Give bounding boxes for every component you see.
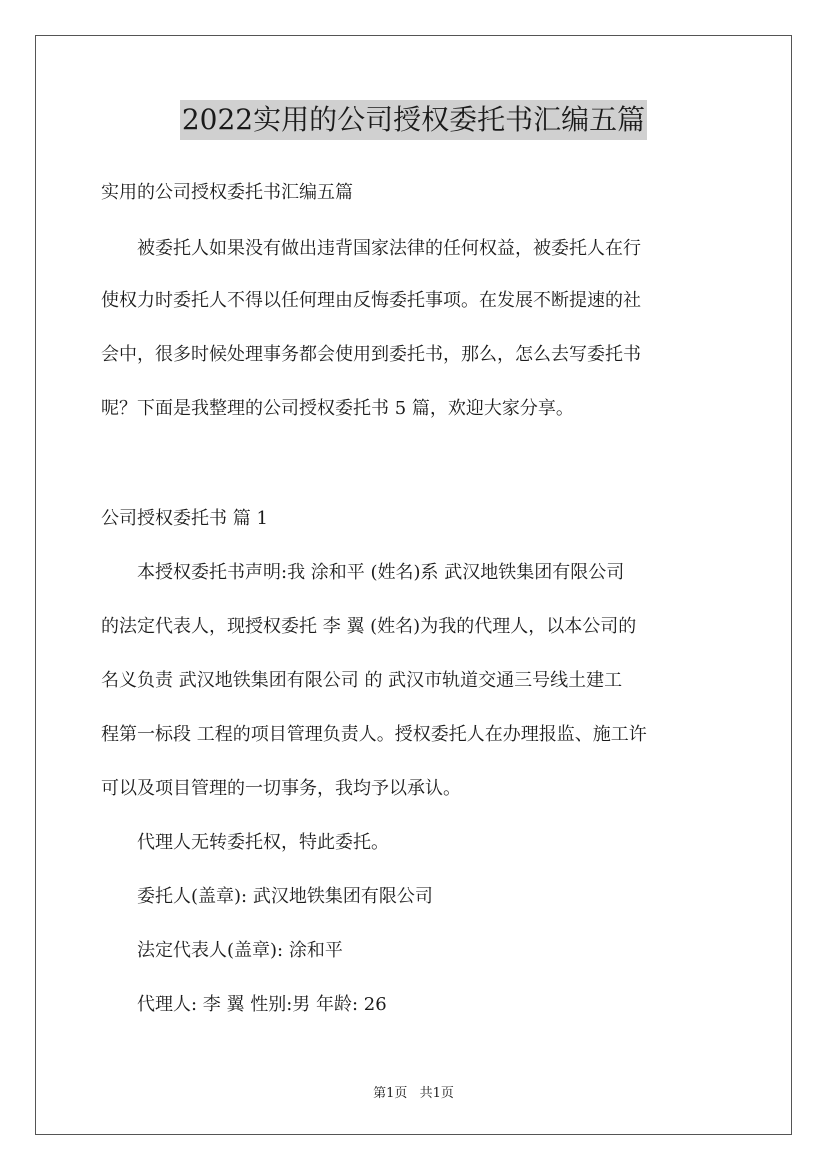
page-total: 共1页 — [419, 1086, 454, 1101]
intro-line-4: 呢？下面是我整理的公司授权委托书 5 篇，欢迎大家分享。 — [101, 398, 574, 419]
body-line-4: 程第一标段 工程的项目管理负责人。授权委托人在办理报监、施工许 — [101, 724, 647, 745]
no-delegation-line: 代理人无转委托权，特此委托。 — [101, 832, 389, 853]
title-container — [0, 100, 827, 140]
intro-line-3: 会中，很多时候处理事务都会使用到委托书，那么，怎么去写委托书 — [101, 344, 641, 365]
document-title: 2022实用的公司授权委托书汇编五篇 — [180, 100, 647, 140]
intro-line-1: 被委托人如果没有做出违背国家法律的任何权益，被委托人在行 — [101, 238, 641, 259]
body-line-1: 本授权委托书声明:我 涂和平 (姓名)系 武汉地铁集团有限公司 — [101, 562, 625, 583]
agent-line: 代理人: 李 翼 性别:男 年龄: 26 — [101, 994, 387, 1015]
page-footer — [0, 1085, 827, 1103]
intro-line-2: 使权力时委托人不得以任何理由反悔委托事项。在发展不断提速的社 — [101, 290, 641, 311]
body-line-2: 的法定代表人，现授权委托 李 翼 (姓名)为我的代理人，以本公司的 — [101, 616, 637, 637]
section-heading: 公司授权委托书 篇 1 — [101, 508, 268, 529]
principal-line: 委托人(盖章): 武汉地铁集团有限公司 — [101, 886, 433, 907]
body-line-3: 名义负责 武汉地铁集团有限公司 的 武汉市轨道交通三号线土建工 — [101, 670, 623, 691]
body-line-5: 可以及项目管理的一切事务，我均予以承认。 — [101, 778, 461, 799]
legal-rep-line: 法定代表人(盖章): 涂和平 — [101, 940, 343, 961]
page-number: 第1页 — [373, 1086, 408, 1101]
subtitle-line: 实用的公司授权委托书汇编五篇 — [101, 182, 353, 203]
